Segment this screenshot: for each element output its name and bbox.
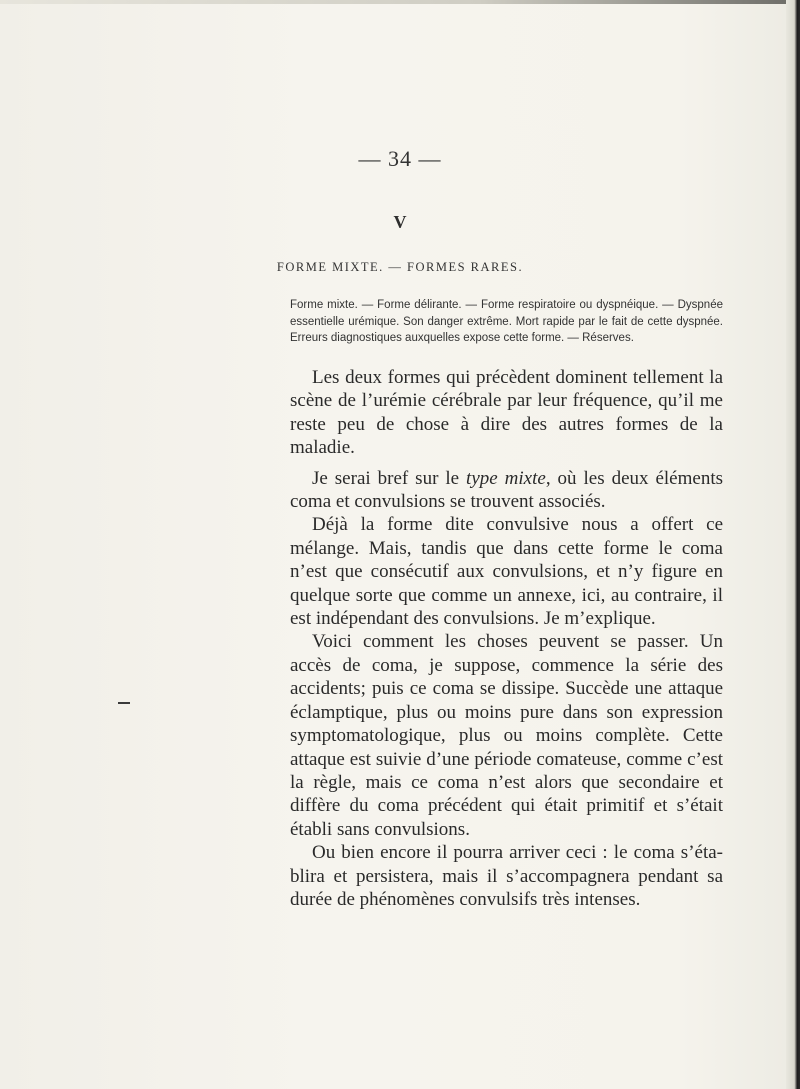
chapter-summary: [290, 297, 723, 347]
paragraph-4: Voici comment les choses peuvent se passer. Un accès de coma, je suppose, commence la série des accidents; puis ce coma se dissipe. Succède une attaque éclamptique, plus ou moins pure dans son expression symptomatologique, plus ou moins complète. Cette attaque est suivie d’une période comateuse, comme c’est la règle, mais ce coma n’est alors que secondaire et diffère du coma précédent qui était primitif et s’était établi sans convulsions.: [290, 631, 723, 840]
paragraph-2: Je serai bref sur le type mixte, où les deux éléments coma et convulsions se trouvent associés.: [290, 467, 723, 513]
page-number: — 34 —: [358, 146, 442, 171]
section-numeral: V: [393, 212, 407, 232]
page-top-edge: [0, 0, 800, 4]
summary-text: Forme mixte. — Forme délirante. — Forme respiratoire ou dyspnéique. — Dyspnée essentielle urémique. Son danger extrême. Mort rapide par le fait de cette dyspnée. Erreurs diagnostiques auxquelles expose cette forme. — Réserves.: [290, 299, 723, 344]
margin-mark: [118, 702, 130, 704]
body-text: [290, 366, 723, 911]
paragraph-5: Ou bien encore il pourra arriver ceci : le coma s’établira et persistera, mais il s’accompagnera pendant sa durée de phénomènes convulsifs très intenses.: [290, 842, 723, 910]
emphasis-type-mixte: type mixte: [466, 467, 546, 489]
paragraph-3: Déjà la forme dite convulsive nous a offert ce mélange. Mais, tandis que dans cette forme le coma n’est que consécutif aux convulsions, et n’y figure en quelque sorte que comme un annexe, ici, au contraire, il est indépendant des convulsions. Je m’explique.: [290, 514, 723, 630]
chapter-title: FORME MIXTE. — FORMES RARES.: [276, 260, 524, 274]
paragraph-1: Les deux formes qui précèdent dominent tellement la scène de l’urémie cérébrale par leur fréquence, qu’il me reste peu de chose à dire des autres formes de la maladie.: [290, 367, 723, 459]
